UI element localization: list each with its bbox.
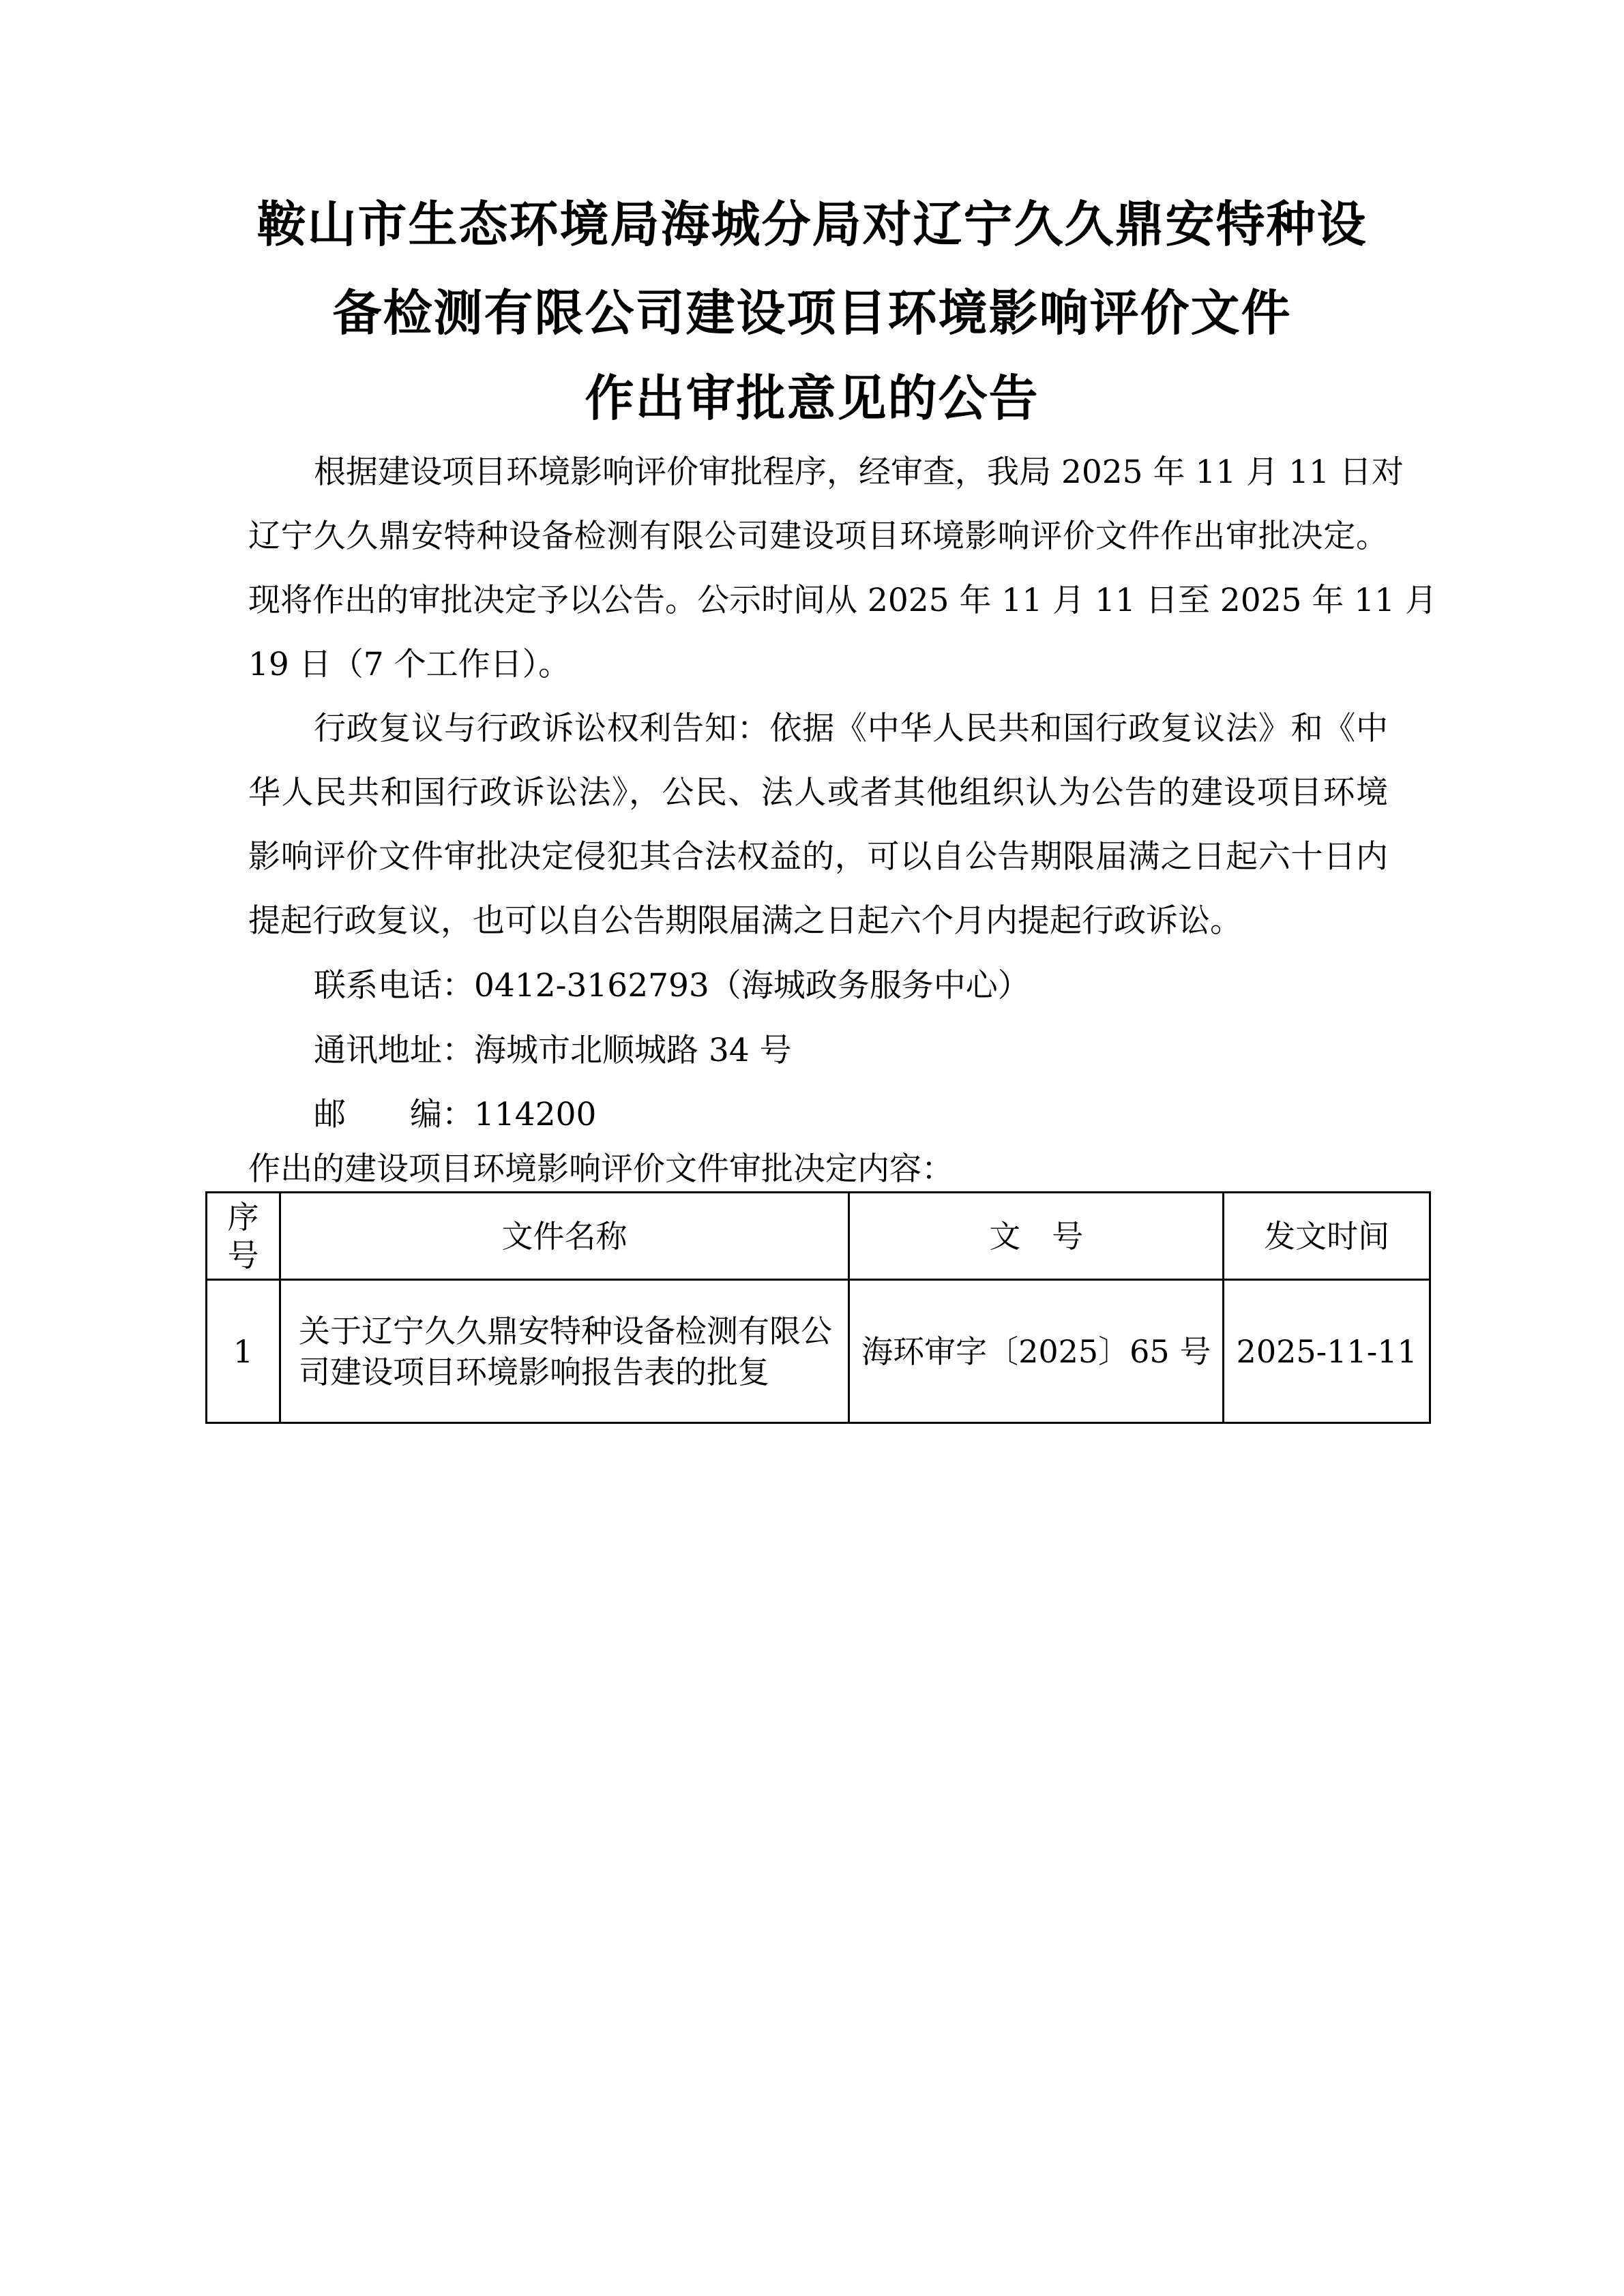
cell-date: 2025-11-11	[1224, 1280, 1430, 1423]
table-header-row	[207, 1193, 1430, 1280]
header-date: 发文时间	[1224, 1193, 1430, 1280]
text-line: 现将作出的审批决定予以公告。公示时间从 2025 年 11 月 11 日至 2025 年 11 月	[248, 582, 1438, 619]
header-name: 文件名称	[280, 1193, 848, 1280]
text-line: 19 日（7 个工作日）。	[248, 646, 571, 683]
title-line: 鞍山市生态环境局海城分局对辽宁久久鼎安特种设	[256, 196, 1368, 253]
text-line: 影响评价文件审批决定侵犯其合法权益的，可以自公告期限届满之日起六十日内	[248, 838, 1388, 876]
contact-postcode: 邮 编：114200	[314, 1096, 597, 1133]
cell-no: 1	[207, 1280, 280, 1423]
decision-table	[205, 1191, 1431, 1424]
table-caption: 作出的建设项目环境影响评价文件审批决定内容：	[248, 1150, 954, 1188]
text-line: 辽宁久久鼎安特种设备检测有限公司建设项目环境影响评价文件作出审批决定。	[248, 518, 1388, 555]
text-line: 行政复议与行政诉讼权利告知：依据《中华人民共和国行政复议法》和《中	[314, 710, 1388, 747]
title-line: 作出审批意见的公告	[585, 370, 1039, 427]
text-line: 根据建设项目环境影响评价审批程序，经审查，我局 2025 年 11 月 11 日对	[314, 453, 1404, 491]
cell-doc-no: 海环审字〔2025〕65 号	[849, 1280, 1224, 1423]
header-doc-no: 文 号	[849, 1193, 1224, 1280]
text-line: 提起行政复议，也可以自公告期限届满之日起六个月内提起行政诉讼。	[248, 902, 1242, 940]
contact-address: 通讯地址：海城市北顺城路 34 号	[314, 1032, 792, 1069]
text-line: 华人民共和国行政诉讼法》，公民、法人或者其他组织认为公告的建设项目环境	[248, 774, 1388, 811]
table-row	[207, 1280, 1430, 1423]
title-line: 备检测有限公司建设项目环境影响评价文件	[332, 284, 1292, 342]
header-no: 序号	[207, 1193, 280, 1280]
contact-phone: 联系电话：0412-3162793（海城政务服务中心）	[314, 967, 1030, 1004]
cell-name: 关于辽宁久久鼎安特种设备检测有限公司建设项目环境影响报告表的批复	[280, 1280, 848, 1423]
